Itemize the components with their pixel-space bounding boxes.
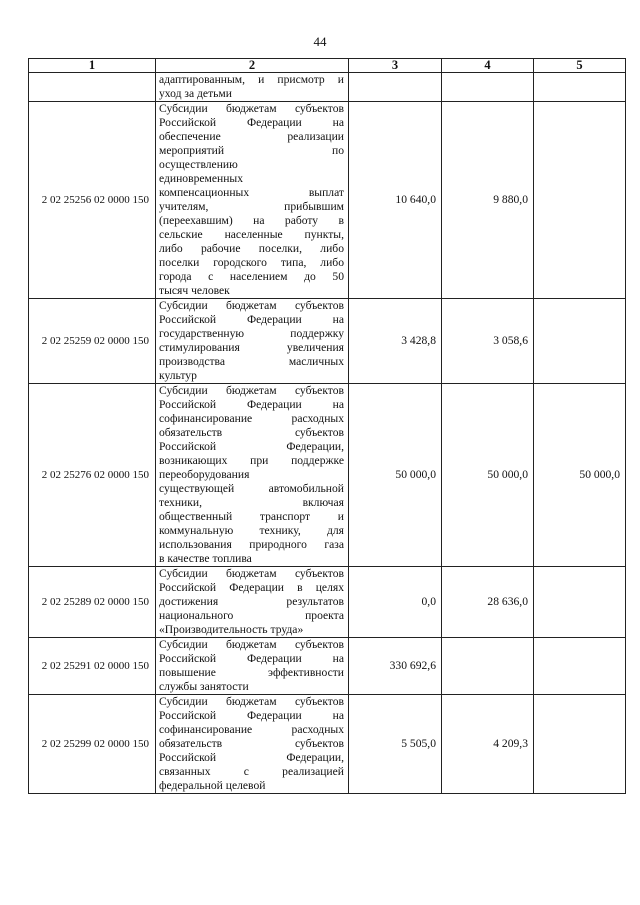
description-line: либо рабочие поселки, либо [159, 242, 344, 255]
amount-col3 [349, 73, 442, 102]
amount-col3: 0,0 [349, 567, 442, 638]
column-header-2: 2 [156, 59, 349, 73]
description-line: культур [159, 369, 197, 382]
description-line: уход за детьми [159, 87, 232, 100]
amount-col4 [442, 638, 534, 695]
amount-col5 [534, 567, 626, 638]
description-line: государственную поддержку [159, 327, 344, 340]
amount-col4: 4 209,3 [442, 695, 534, 794]
description-line: обязательств субъектов [159, 737, 344, 750]
description-line: коммунальную технику, для [159, 524, 344, 537]
amount-col4: 50 000,0 [442, 384, 534, 567]
description-line: достижения результатов [159, 595, 344, 608]
description-line: Российской Федерации в целях [159, 581, 344, 594]
description-cell [156, 695, 349, 794]
table-row [29, 73, 626, 102]
header-row [29, 59, 626, 73]
description-line: Российской Федерации на [159, 709, 344, 722]
amount-col3: 5 505,0 [349, 695, 442, 794]
description-line: Субсидии бюджетам субъектов [159, 638, 344, 651]
amount-col5 [534, 299, 626, 384]
description-line: Российской Федерации, [159, 751, 344, 764]
description-line: Субсидии бюджетам субъектов [159, 695, 344, 708]
description-line: единовременных [159, 172, 243, 185]
description-line: тысяч человек [159, 284, 230, 297]
description-line: связанных с реализацией [159, 765, 344, 778]
amount-col5: 50 000,0 [534, 384, 626, 567]
classification-code: 2 02 25276 02 0000 150 [29, 384, 156, 567]
column-header-1: 1 [29, 59, 156, 73]
table-row [29, 638, 626, 695]
description-line: (переехавшим) на работу в [159, 214, 344, 227]
description-cell [156, 638, 349, 695]
description-line: города с населением до 50 [159, 270, 344, 283]
description-cell [156, 73, 349, 102]
description-line: адаптированным, и присмотр и [159, 73, 344, 86]
description-line: софинансирование расходных [159, 723, 344, 736]
description-line: существующей автомобильной [159, 482, 344, 495]
amount-col3: 50 000,0 [349, 384, 442, 567]
amount-col4: 9 880,0 [442, 102, 534, 299]
description-line: осуществлению [159, 158, 238, 171]
description-line: обязательств субъектов [159, 426, 344, 439]
description-line: мероприятий по [159, 144, 344, 157]
description-line: общественный транспорт и [159, 510, 344, 523]
description-line: использования природного газа [159, 538, 344, 551]
table-row [29, 567, 626, 638]
table-row [29, 695, 626, 794]
column-header-5: 5 [534, 59, 626, 73]
amount-col5 [534, 695, 626, 794]
description-line: поселки городского типа, либо [159, 256, 344, 269]
amount-col5 [534, 102, 626, 299]
description-line: «Производительность труда» [159, 623, 304, 636]
description-cell [156, 102, 349, 299]
description-line: Субсидии бюджетам субъектов [159, 299, 344, 312]
description-line: обеспечение реализации [159, 130, 344, 143]
description-line: Российской Федерации на [159, 398, 344, 411]
description-line: сельские населенные пункты, [159, 228, 344, 241]
classification-code [29, 73, 156, 102]
description-line: производства масличных [159, 355, 344, 368]
amount-col5 [534, 73, 626, 102]
description-line: Субсидии бюджетам субъектов [159, 384, 344, 397]
description-line: Субсидии бюджетам субъектов [159, 102, 344, 115]
description-line: службы занятости [159, 680, 249, 693]
amount-col5 [534, 638, 626, 695]
description-line: в качестве топлива [159, 552, 252, 565]
page-number: 44 [313, 34, 327, 49]
description-line: техники, включая [159, 496, 344, 509]
description-line: федеральной целевой [159, 779, 266, 792]
description-line: национального проекта [159, 609, 344, 622]
table-row [29, 384, 626, 567]
classification-code: 2 02 25299 02 0000 150 [29, 695, 156, 794]
description-cell [156, 384, 349, 567]
amount-col4: 3 058,6 [442, 299, 534, 384]
description-line: Российской Федерации на [159, 313, 344, 326]
description-line: стимулирования увеличения [159, 341, 344, 354]
amount-col3: 3 428,8 [349, 299, 442, 384]
classification-code: 2 02 25289 02 0000 150 [29, 567, 156, 638]
amount-col4: 28 636,0 [442, 567, 534, 638]
amount-col4 [442, 73, 534, 102]
amount-col3: 10 640,0 [349, 102, 442, 299]
description-cell [156, 567, 349, 638]
amount-col3: 330 692,6 [349, 638, 442, 695]
description-line: Российской Федерации на [159, 116, 344, 129]
classification-code: 2 02 25259 02 0000 150 [29, 299, 156, 384]
description-line: переоборудования [159, 468, 250, 481]
budget-table [28, 58, 626, 794]
classification-code: 2 02 25291 02 0000 150 [29, 638, 156, 695]
description-line: софинансирование расходных [159, 412, 344, 425]
classification-code: 2 02 25256 02 0000 150 [29, 102, 156, 299]
description-line: повышение эффективности [159, 666, 344, 679]
description-line: учителям, прибывшим [159, 200, 344, 213]
column-header-3: 3 [349, 59, 442, 73]
description-line: Российской Федерации на [159, 652, 344, 665]
description-line: компенсационных выплат [159, 186, 344, 199]
column-header-4: 4 [442, 59, 534, 73]
description-cell [156, 299, 349, 384]
description-line: Субсидии бюджетам субъектов [159, 567, 344, 580]
table-row [29, 299, 626, 384]
description-line: Российской Федерации, [159, 440, 344, 453]
description-line: возникающих при поддержке [159, 454, 344, 467]
table-row [29, 102, 626, 299]
